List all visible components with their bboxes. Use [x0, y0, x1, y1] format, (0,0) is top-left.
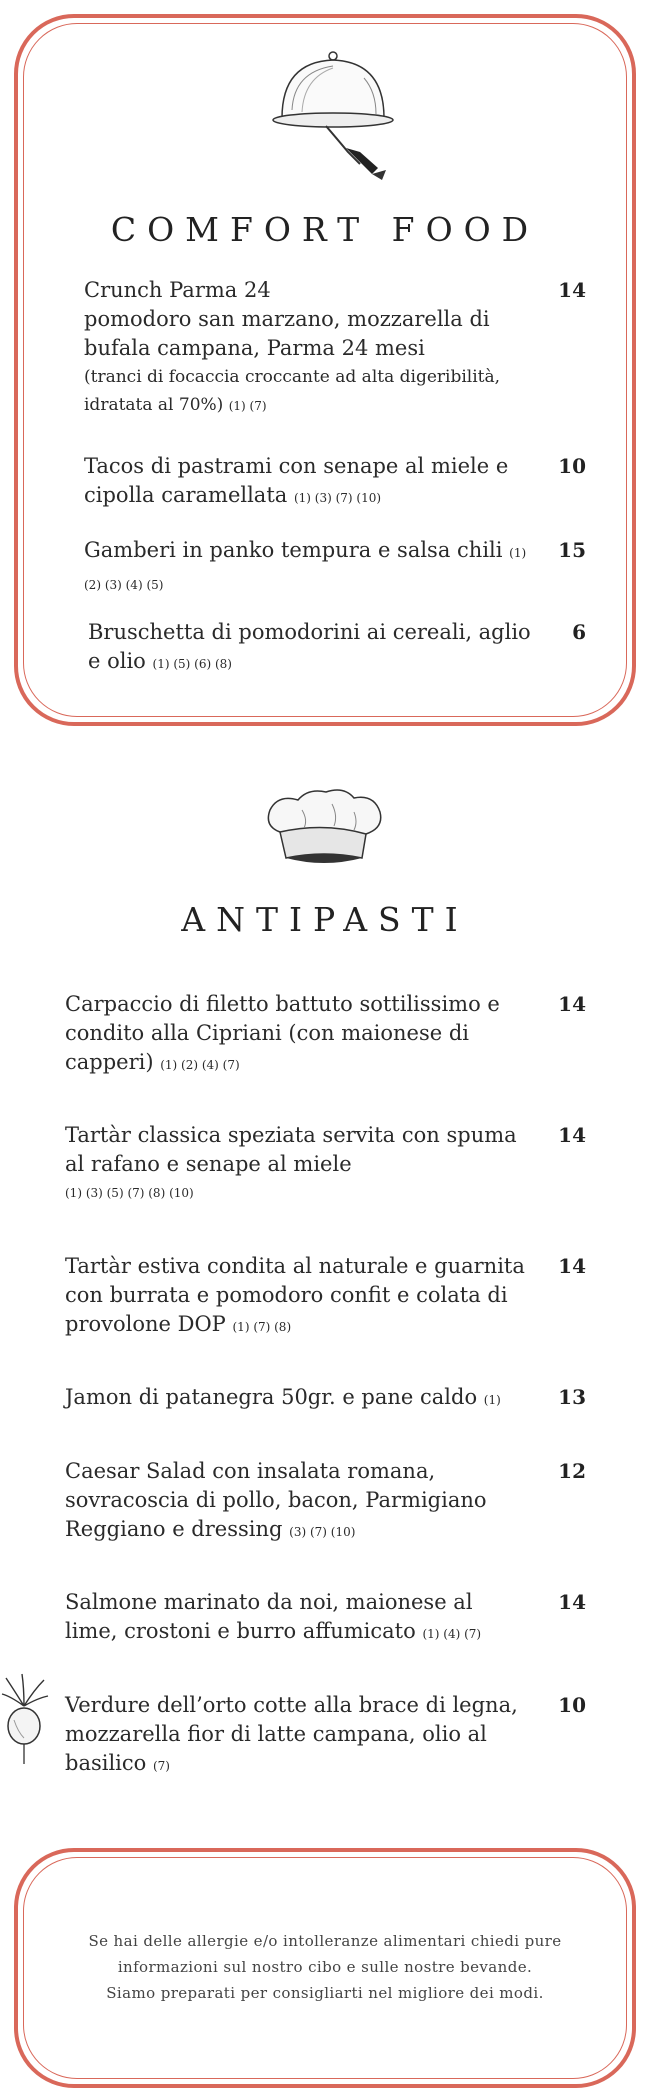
allergy-note-line: Se hai delle allergie e/o intolleranze alimentari chiedi pure [88, 1932, 562, 1950]
menu-item-verdure [65, 1691, 525, 1781]
item-price: 10 [558, 1693, 586, 1717]
menu-item-caesar-salad [65, 1457, 525, 1547]
item-name: Salmone marinato da noi, maionese al lime, crostoni e burro affumicato [65, 1590, 473, 1643]
menu-item-bruschetta [88, 618, 548, 679]
item-allergens: (1) (2) (4) (7) [160, 1058, 240, 1072]
item-name: Caesar Salad con insalata romana, sovracoscia di pollo, bacon, Parmigiano Reggiano e dressing [65, 1459, 487, 1541]
item-allergens: (1) (7) [228, 399, 267, 413]
item-allergens: (1) (5) (6) (8) [152, 657, 232, 671]
item-price: 13 [558, 1385, 586, 1409]
item-allergens: (1) [483, 1393, 501, 1407]
menu-item-salmone [65, 1588, 525, 1649]
item-allergens: (1) (2) (3) (4) (5) [84, 546, 527, 592]
allergy-note-line: Siamo preparati per consigliarti nel migliore dei modi. [106, 1984, 544, 2002]
item-subnote: (tranci di focaccia croccante ad alta digeribilità, idratata al 70%) [84, 367, 501, 415]
cloche-tray-icon [268, 48, 398, 184]
item-description: pomodoro san marzano, mozzarella di bufala campana, Parma 24 mesi [84, 307, 490, 360]
item-name: Bruschetta di pomodorini ai cereali, aglio e olio [88, 620, 531, 673]
item-allergens: (1) (7) (8) [232, 1320, 292, 1334]
menu-item-tartar-classica [65, 1121, 525, 1208]
menu-item-carpaccio [65, 990, 525, 1080]
item-name: Tartàr estiva condita al naturale e guarnita con burrata e pomodoro confit e colata di provolone DOP [65, 1254, 525, 1336]
antipasti-title: ANTIPASTI [181, 900, 469, 939]
allergy-note [0, 1928, 650, 2006]
menu-item-crunch-parma [84, 276, 544, 420]
item-allergens: (7) [152, 1759, 170, 1773]
item-price: 14 [558, 1254, 586, 1278]
item-price: 14 [558, 1123, 586, 1147]
item-name: Tacos di pastrami con senape al miele e cipolla caramellata [84, 454, 509, 507]
menu-item-gamberi-panko [84, 536, 544, 600]
chef-hat-icon [262, 786, 386, 876]
item-price: 14 [558, 1590, 586, 1614]
item-price: 14 [558, 992, 586, 1016]
item-name: Carpaccio di filetto battuto sottilissimo e condito alla Cipriani (con maionese di capperi) [65, 992, 500, 1074]
item-allergens: (1) (4) (7) [422, 1627, 482, 1641]
item-price: 10 [558, 454, 586, 478]
item-price: 14 [558, 278, 586, 302]
comfort-food-title: COMFORT FOOD [110, 210, 540, 249]
item-allergens: (3) (7) (10) [289, 1525, 356, 1539]
item-price: 15 [558, 538, 586, 562]
item-allergens: (1) (3) (5) (7) (8) (10) [65, 1186, 194, 1200]
item-name: Jamon di patanegra 50gr. e pane caldo [65, 1385, 478, 1409]
allergy-note-line: informazioni sul nostro cibo e sulle nostre bevande. [117, 1958, 533, 1976]
menu-item-jamon [65, 1383, 525, 1415]
item-name: Crunch Parma 24 [84, 278, 271, 302]
menu-item-tacos-pastrami [84, 452, 544, 513]
item-price: 6 [572, 620, 586, 644]
item-allergens: (1) (3) (7) (10) [293, 491, 382, 505]
item-name: Gamberi in panko tempura e salsa chili [84, 538, 503, 562]
item-price: 12 [558, 1459, 586, 1483]
item-name: Tartàr classica speziata servita con spuma al rafano e senape al miele [65, 1123, 517, 1176]
item-name: Verdure dell’orto cotte alla brace di legna, mozzarella fior di latte campana, olio al basilico [65, 1693, 518, 1775]
radish-icon [0, 1672, 50, 1768]
menu-item-tartar-estiva [65, 1252, 525, 1342]
